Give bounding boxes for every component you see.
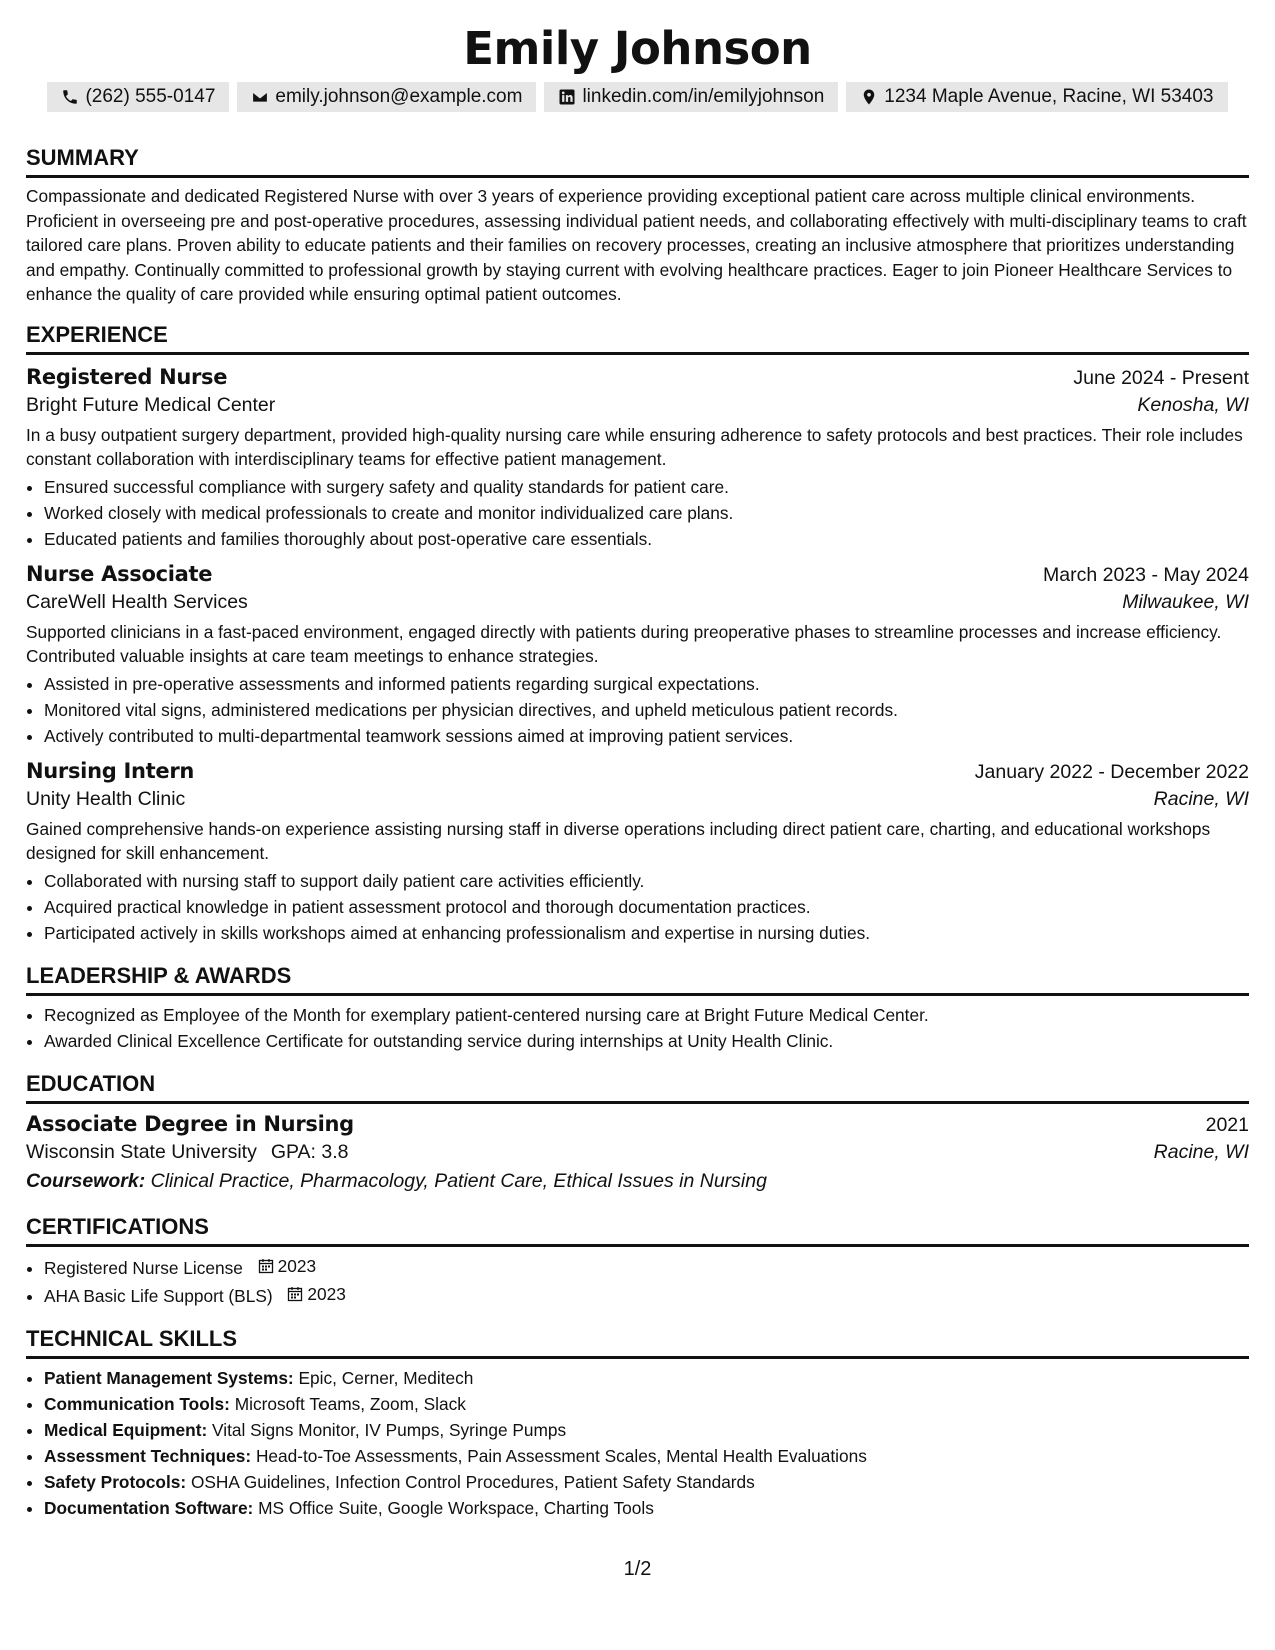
contact-email[interactable] bbox=[237, 82, 536, 112]
contact-address bbox=[846, 82, 1227, 112]
degree-title: Associate Degree in Nursing bbox=[26, 1111, 354, 1136]
section-title-certifications: CERTIFICATIONS bbox=[26, 1213, 1249, 1247]
email-text: emily.johnson@example.com bbox=[275, 86, 523, 107]
calendar-icon bbox=[287, 1286, 303, 1302]
list-item bbox=[44, 1365, 1249, 1391]
job-date: January 2022 - December 2022 bbox=[974, 760, 1249, 783]
coursework bbox=[26, 1170, 1249, 1193]
skill-value: Head-to-Toe Assessments, Pain Assessment Scales, Mental Health Evaluations bbox=[255, 1445, 867, 1466]
list-item: • Awarded Clinical Excellence Certificate for outstanding service during internships at Unity Health Clinic. bbox=[44, 1028, 1249, 1054]
skill-value: Microsoft Teams, Zoom, Slack bbox=[234, 1393, 466, 1414]
job-title: Nurse Associate bbox=[26, 561, 213, 586]
job-entry bbox=[26, 759, 1249, 946]
awards-list bbox=[26, 1002, 1249, 1054]
list-item: • Assisted in pre-operative assessments and informed patients regarding surgical expectations. bbox=[44, 671, 1249, 697]
skill-value: OSHA Guidelines, Infection Control Procedures, Patient Safety Standards bbox=[190, 1471, 755, 1492]
skill-label: Assessment Techniques: bbox=[44, 1445, 252, 1466]
skills-section bbox=[26, 1325, 1249, 1521]
section-title-skills: TECHNICAL SKILLS bbox=[26, 1325, 1249, 1359]
job-description: In a busy outpatient surgery department, provided high-quality nursing care while ensuring adherence to safety protocols and best practices. Their role includes constant collaboration with interdisciplinary teams for effective patient management. bbox=[26, 424, 1243, 469]
list-item bbox=[44, 1391, 1249, 1417]
degree-year: 2021 bbox=[1205, 1113, 1249, 1136]
job-description: Gained comprehensive hands-on experience assisting nursing staff in diverse operations including direct patient care, charting, and educational workshops designed for skill enhancement. bbox=[26, 818, 1211, 863]
gpa-value: GPA: 3.8 bbox=[270, 1140, 349, 1163]
skill-value: MS Office Suite, Google Workspace, Charting Tools bbox=[258, 1497, 654, 1518]
job-company: CareWell Health Services bbox=[26, 590, 248, 613]
linkedin-icon bbox=[558, 88, 576, 106]
list-item: • Acquired practical knowledge in patient assessment protocol and thorough documentation practices. bbox=[44, 894, 1249, 920]
list-item: • Collaborated with nursing staff to support daily patient care activities efficiently. bbox=[44, 868, 1249, 894]
calendar-icon bbox=[258, 1258, 274, 1274]
job-entry bbox=[26, 365, 1249, 552]
job-title: Nursing Intern bbox=[26, 758, 195, 783]
phone-icon bbox=[61, 88, 79, 106]
list-item: • Worked closely with medical professionals to create and monitor individualized care plans. bbox=[44, 500, 1249, 526]
job-company: Bright Future Medical Center bbox=[26, 393, 276, 416]
list-item: • Educated patients and families thoroughly about post-operative care essentials. bbox=[44, 526, 1249, 552]
cert-name: Registered Nurse License bbox=[44, 1257, 243, 1278]
list-item: • Recognized as Employee of the Month for exemplary patient-centered nursing care at Bright Future Medical Center. bbox=[44, 1002, 1249, 1028]
job-location: Milwaukee, WI bbox=[1122, 590, 1249, 613]
job-date: March 2023 - May 2024 bbox=[1043, 563, 1249, 586]
list-item: • Actively contributed to multi-departmental teamwork sessions aimed at improving patient services. bbox=[44, 723, 1249, 749]
list-item bbox=[44, 1443, 1249, 1469]
envelope-icon bbox=[251, 88, 269, 106]
section-title-education: EDUCATION bbox=[26, 1070, 1249, 1104]
list-item: • Monitored vital signs, administered medications per physician directives, and upheld meticulous patient records. bbox=[44, 697, 1249, 723]
summary-text: Compassionate and dedicated Registered Nurse with over 3 years of experience providing exceptional patient care across multiple clinical environments. Proficient in overseeing pre and post-operative procedures, assessing individual patient needs, and collaborating effectively with multi-disciplinary teams to craft tailored care plans. Proven ability to educate patients and their families on recovery processes, creating an inclusive atmosphere that prioritizes understanding and empathy. Continually committed to professional growth by staying current with evolving healthcare practices. Eager to join Pioneer Healthcare Services to enhance the quality of care provided while ensuring optimal patient outcomes. bbox=[26, 186, 1247, 304]
cert-name: AHA Basic Life Support (BLS) bbox=[44, 1285, 273, 1306]
skill-value: Vital Signs Monitor, IV Pumps, Syringe Pumps bbox=[212, 1419, 567, 1440]
school-name: Wisconsin State University bbox=[26, 1140, 257, 1163]
page-number: 1/2 bbox=[623, 1558, 652, 1580]
awards-section bbox=[26, 962, 1249, 1054]
skill-value: Epic, Cerner, Meditech bbox=[298, 1367, 474, 1388]
section-title-awards: LEADERSHIP & AWARDS bbox=[26, 962, 1249, 996]
summary-section bbox=[26, 144, 1249, 307]
list-item: • Participated actively in skills workshops aimed at enhancing professionalism and expertise in nursing duties. bbox=[44, 920, 1249, 946]
list-item bbox=[44, 1469, 1249, 1495]
certifications-section bbox=[26, 1213, 1249, 1309]
skill-label: Communication Tools: bbox=[44, 1393, 230, 1414]
job-title: Registered Nurse bbox=[26, 364, 228, 389]
cert-year: 2023 bbox=[307, 1283, 346, 1304]
job-location: Racine, WI bbox=[1153, 787, 1249, 810]
school-location: Racine, WI bbox=[1153, 1140, 1249, 1163]
linkedin-text: linkedin.com/in/emilyjohnson bbox=[582, 86, 825, 107]
skill-label: Documentation Software: bbox=[44, 1497, 254, 1518]
skill-label: Safety Protocols: bbox=[44, 1471, 187, 1492]
skills-list bbox=[26, 1365, 1249, 1521]
certifications-list bbox=[26, 1253, 1249, 1309]
job-bullets bbox=[26, 474, 1249, 552]
job-description: Supported clinicians in a fast-paced environment, engaged directly with patients during preoperative phases to streamline processes and increase efficiency. Contributed valuable insights at care team meetings to enhance strategies. bbox=[26, 621, 1222, 666]
coursework-list: Clinical Practice, Pharmacology, Patient Care, Ethical Issues in Nursing bbox=[150, 1169, 767, 1192]
list-item bbox=[44, 1281, 1249, 1309]
contact-phone bbox=[47, 82, 229, 112]
phone-text: (262) 555-0147 bbox=[85, 86, 216, 107]
address-text: 1234 Maple Avenue, Racine, WI 53403 bbox=[884, 86, 1214, 107]
list-item bbox=[44, 1495, 1249, 1521]
list-item: • Ensured successful compliance with surgery safety and quality standards for patient care. bbox=[44, 474, 1249, 500]
skill-label: Patient Management Systems: bbox=[44, 1367, 294, 1388]
job-entry bbox=[26, 562, 1249, 749]
job-date: June 2024 - Present bbox=[1073, 366, 1249, 389]
map-pin-icon bbox=[860, 88, 878, 106]
job-location: Kenosha, WI bbox=[1137, 393, 1249, 416]
contact-linkedin[interactable] bbox=[544, 82, 838, 112]
job-company: Unity Health Clinic bbox=[26, 787, 186, 810]
coursework-label: Coursework: bbox=[26, 1169, 146, 1192]
skill-label: Medical Equipment: bbox=[44, 1419, 208, 1440]
experience-section bbox=[26, 321, 1249, 946]
cert-year: 2023 bbox=[277, 1255, 317, 1276]
section-title-experience: EXPERIENCE bbox=[26, 321, 1249, 355]
job-bullets bbox=[26, 671, 1249, 749]
list-item bbox=[44, 1417, 1249, 1443]
section-title-summary: SUMMARY bbox=[26, 144, 1249, 178]
list-item bbox=[44, 1253, 1249, 1281]
education-section bbox=[26, 1070, 1249, 1193]
job-bullets bbox=[26, 868, 1249, 946]
contact-bar bbox=[26, 82, 1249, 112]
candidate-name: Emily Johnson bbox=[463, 22, 812, 75]
